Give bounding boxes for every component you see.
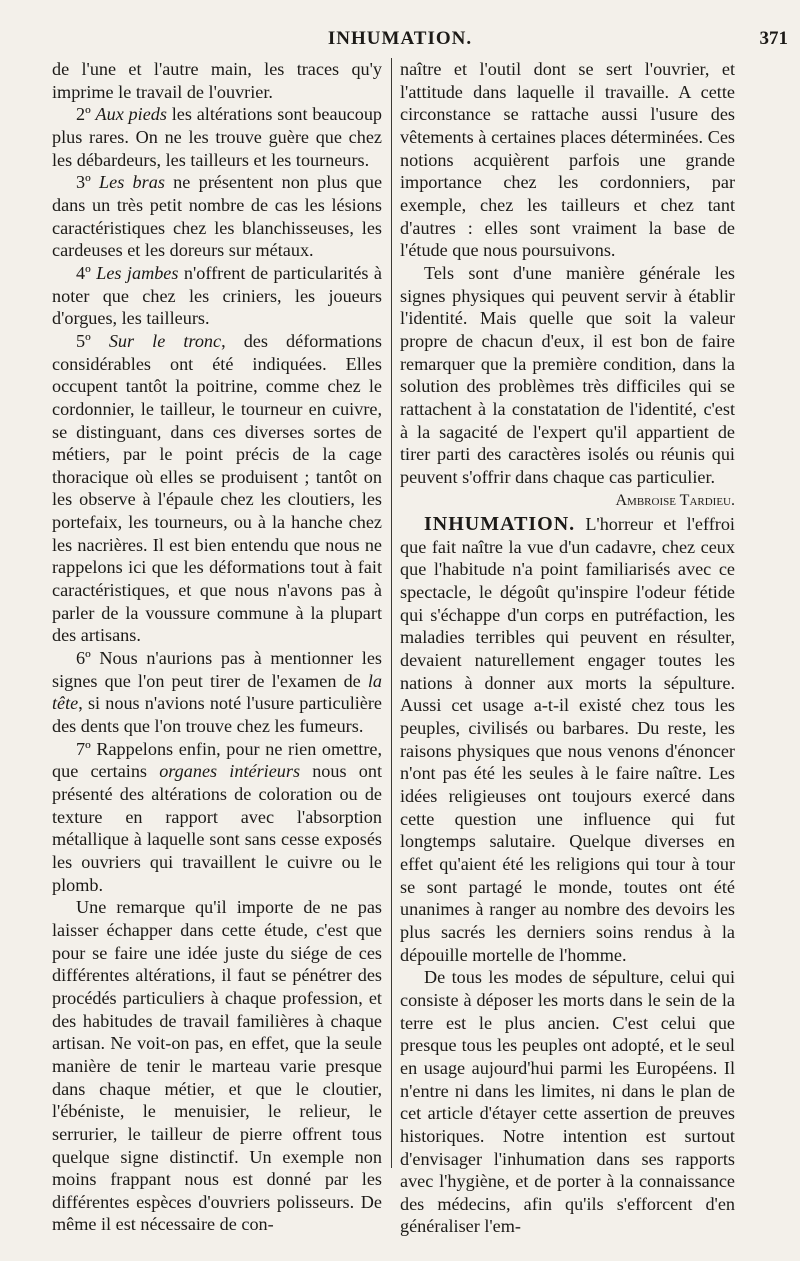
paragraph: [52, 330, 382, 647]
entry-title: INHUMATION.: [424, 513, 576, 536]
paragraph-text: 7º Rappelons enfin, pour ne rien omettre, que certains: [52, 738, 382, 782]
paragraph-text: , si nous n'avions noté l'usure particulière des dents que l'on trouve chez les fumeurs.: [52, 693, 382, 737]
left-column: [52, 58, 382, 1236]
paragraph: [52, 103, 382, 171]
paragraph: de l'une et l'autre main, les traces qu'y imprime le travail de l'ouvrier.: [52, 59, 382, 102]
paragraph: [52, 171, 382, 262]
paragraph: [52, 738, 382, 897]
paragraph: De tous les modes de sépulture, celui qui consiste à déposer les morts dans le sein de la terre est le plus ancien. C'est celui que presque tous les peuples ont adopté, et le seul en usage aujourd'hui parmi les Européens. Il n'entre ni dans les limites, ni dans le plan de cet article d'étayer cette assertion de preuves historiques. Notre intention est surtout d'envisager l'inhumation dans ses rapports avec l'hygiène, et de porter à la connaissance des médecins, afin qu'ils s'efforcent d'en généraliser l'em-: [400, 967, 735, 1237]
page-number: 371: [759, 28, 788, 49]
italic-term: Les jambes: [96, 262, 179, 283]
paragraph: Tels sont d'une manière générale les signes physiques qui peuvent servir à établir l'identité. Mais quelle que soit la valeur propre de chacun d'eux, il est bon de faire remarquer que la première condition, dans la solution des problèmes très difficiles qui se rattachent à la constatation de l'identité, c'est à la sagacité de l'expert qu'il appartient de tirer parti des caractères isolés ou réunis qui peuvent s'offrir dans chaque cas particulier.: [400, 262, 735, 487]
running-title: INHUMATION.: [327, 28, 473, 49]
italic-term: Aux pieds: [95, 104, 167, 125]
italic-term: organes intérieurs: [159, 761, 301, 782]
item-number: 5º: [76, 330, 109, 351]
paragraph-text: , des déformations considérables ont été indiquées. Elles occupent tantôt la poitrine, comme chez le cordonnier, le tailleur, le tourneur en cuivre, se distinguant, dans ces diverses sortes de métiers, par le point précis de la cage thoracique où elles se produisent ; tantôt on les observe à l'épaule chez les cloutiers, les portefaix, les tourneurs, ou à la hanche chez les nacrières. Il est bien entendu que nous ne rappelons ici que les déformations tout à fait caractéristiques, et que nous n'avons pas à parler de la voussure commune à la plupart des artisans.: [52, 330, 382, 646]
item-number: 3º: [76, 172, 100, 193]
paragraph-text: nous ont présenté des altérations de coloration ou de texture en rapport avec l'absorption métallique à laquelle sont sans cesse exposés les ouvriers qui travaillent le cuivre ou le plomb.: [52, 761, 382, 895]
paragraph-text: les altérations sont beaucoup plus rares. On ne les trouve guère que chez les débardeurs, les tailleurs et les tourneurs.: [52, 104, 383, 170]
paragraph: [52, 262, 382, 330]
page-header: [0, 28, 800, 54]
paragraph: Une remarque qu'il importe de ne pas laisser échapper dans cette étude, c'est que pour se faire une idée juste du siége de ces différentes altérations, il faut se pénétrer des procédés particuliers à chaque profession, et des habitudes de travail familières à chaque artisan. Ne voit-on pas, en effet, que la seule manière de tenir le marteau varie presque dans chaque métier, et que le cloutier, l'ébéniste, le menuisier, le relieur, le serrurier, le tailleur de pierre offrent tous quelque signe distinctif. Un exemple non moins frappant nous est donné par les différentes espèces d'ouvriers polisseurs. De même il est nécessaire de con-: [52, 897, 382, 1235]
author-signature: Ambroise Tardieu.: [615, 492, 735, 510]
paragraph-text: 6º Nous n'aurions pas à mentionner les signes que l'on peut tirer de l'examen de: [52, 648, 382, 691]
paragraph: [52, 647, 382, 738]
column-divider: [391, 58, 392, 1168]
paragraph-text: ne présentent non plus que dans un très petit nombre de cas les lésions caractéristiques chez les blanchisseuses, les cardeuses et les doreurs sur métaux.: [52, 172, 383, 261]
italic-term: Les bras: [99, 172, 165, 193]
paragraph-text: L'horreur et l'effroi que fait naître la vue d'un cadavre, chez ceux que l'habitude n'a point familiarisés avec ce spectacle, le dégoût qu'inspire l'odeur fétide qui s'échappe d'un corps en putréfaction, les maladies terribles qui peuvent en résulter, devaient naturellement engager toutes les nations à donner aux morts la sépulture. Aussi cet usage a-t-il existé chez tous les peuples, civilisés ou barbares. Du reste, les raisons physiques que nous venons d'énoncer n'ont pas été les seules à le faire naître. Les idées religieuses ont toujours exercé dans cette question une influence qui fut longtemps salutaire. Quelque diverses en effet qu'aient été les religions qui tour à tour se sont partagé le monde, toutes ont été unanimes à ranger au nombre des devoirs les plus sacrés les derniers soins rendus à la dépouille mortelle de l'homme.: [400, 514, 735, 965]
italic-term: Sur le tronc: [108, 330, 222, 351]
paragraph: [400, 513, 735, 966]
paragraph: naître et l'outil dont se sert l'ouvrier, et l'attitude dans laquelle il travaille. A cette circonstance se rattache aussi l'usure des vêtements à certaines places déterminées. Ces notions acquièrent parfois une grande importance chez les cordonniers, par exemple, chez les tailleurs et chez tant d'autres : elles sont vraiment la base de l'étude que nous poursuivons.: [400, 59, 735, 261]
paragraph-text: n'offrent de particularités à noter que chez les criniers, les joueurs d'orgues, les tailleurs.: [52, 262, 383, 329]
right-column: [400, 58, 735, 1238]
item-number: 4º: [76, 262, 97, 283]
italic-term: la tête: [52, 670, 382, 714]
item-number: 2º: [76, 104, 96, 125]
